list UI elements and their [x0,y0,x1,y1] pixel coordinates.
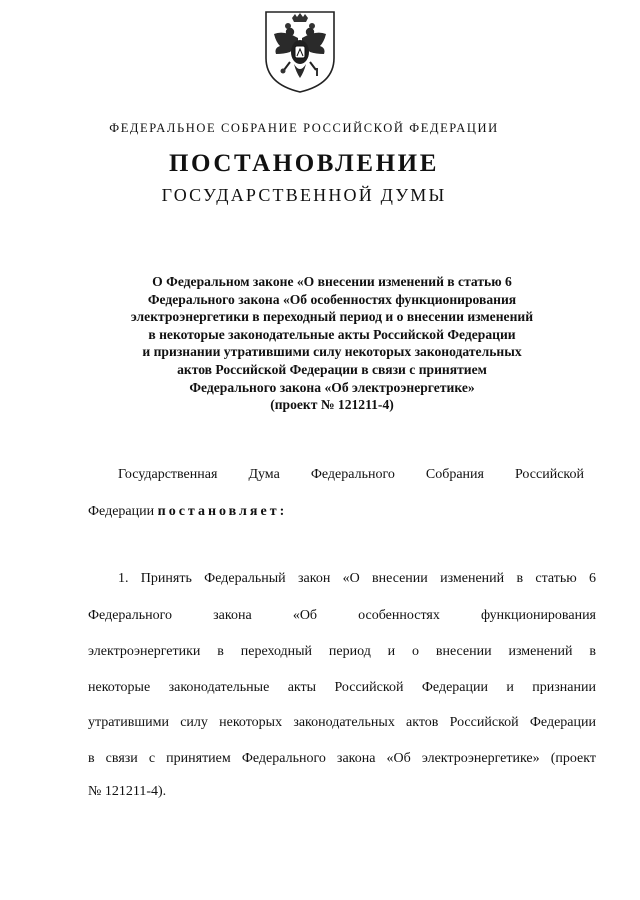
clause-line: 1. Принять Федеральный закон «О внесении изменений в статью 6 [118,571,596,586]
document-subject [92,273,572,414]
double-headed-eagle-icon [262,8,338,94]
resolution-verb: постановляет: [157,504,288,519]
preamble-text: Федерации [88,504,155,519]
subject-line: электроэнергетики в переходный период и о внесении изменений [130,309,534,325]
clause-line: Федерального закона «Об особенностях функционирования [88,608,596,623]
clause-line: № 121211-4). [88,784,167,799]
clause-line: некоторые законодательные акты Российской Федерации и признании [88,680,596,695]
document-issuer: ГОСУДАРСТВЕННОЙ ДУМЫ [161,185,447,205]
subject-line: О Федеральном законе «О внесении изменений в статью 6 [152,274,512,289]
clause-line: утратившими силу некоторых законодательных актов Российской Федерации [88,715,596,730]
clause-line: электроэнергетики в переходный период и о внесении изменений в [88,644,596,659]
preamble-line: Государственная Дума Федерального Собрания Российской [118,467,584,482]
subject-line: в некоторые законодательные акты Российской Федерации [148,326,516,342]
subject-line: актов Российской Федерации в связи с принятием [177,361,487,377]
organization-title: ФЕДЕРАЛЬНОЕ СОБРАНИЕ РОССИЙСКОЙ ФЕДЕРАЦИИ [109,121,499,135]
clause-line: в связи с принятием Федерального закона «Об электроэнергетике» (проект [88,751,596,766]
coat-of-arms-emblem [262,8,338,94]
document-type-title: ПОСТАНОВЛЕНИЕ [168,150,440,177]
subject-line: (проект № 121211-4) [270,397,394,413]
subject-line: и признании утратившими силу некоторых законодательных [142,344,522,360]
subject-line: Федерального закона «Об особенностях функционирования [147,291,517,307]
subject-line: Федерального закона «Об электроэнергетике» [189,379,475,395]
preamble-line [88,502,287,522]
